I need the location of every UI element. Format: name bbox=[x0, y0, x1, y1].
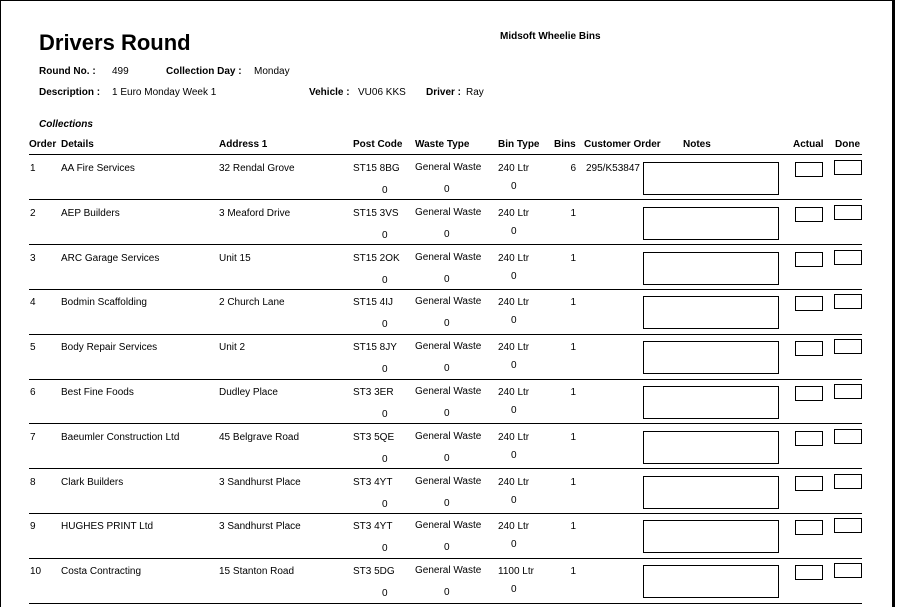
header-rule bbox=[29, 154, 862, 155]
done-box[interactable] bbox=[834, 294, 862, 309]
row-bin-type: 240 Ltr bbox=[498, 252, 530, 264]
row-postcode: ST3 3ER bbox=[353, 387, 394, 398]
row-order: 10 bbox=[30, 566, 42, 578]
row-bins: 1 bbox=[570, 566, 576, 578]
row-address: 15 Stanton Road bbox=[219, 566, 295, 578]
done-box[interactable] bbox=[834, 474, 862, 489]
row-bin-qty: 0 bbox=[511, 494, 517, 506]
actual-box[interactable] bbox=[795, 341, 823, 356]
description-label: Description : bbox=[39, 87, 101, 98]
done-box[interactable] bbox=[834, 563, 862, 578]
row-address: Dudley Place bbox=[219, 387, 278, 398]
row-details: ARC Garage Services bbox=[61, 252, 160, 264]
driver-label: Driver : bbox=[426, 87, 462, 98]
actual-box[interactable] bbox=[795, 565, 823, 580]
row-waste-type: General Waste bbox=[415, 251, 482, 263]
done-box[interactable] bbox=[834, 384, 862, 399]
row-divider bbox=[29, 513, 862, 514]
row-postcode: ST3 5QE bbox=[353, 431, 395, 443]
row-details: AA Fire Services bbox=[61, 163, 135, 174]
done-box[interactable] bbox=[834, 160, 862, 175]
collection-day-value: Monday bbox=[254, 66, 290, 77]
col-header-customer-order: Customer Order bbox=[584, 139, 661, 150]
row-bins: 1 bbox=[570, 342, 576, 354]
row-bin-qty: 0 bbox=[511, 315, 517, 327]
row-bin-qty: 0 bbox=[511, 181, 517, 192]
row-bins: 1 bbox=[570, 252, 576, 264]
col-header-notes: Notes bbox=[683, 139, 711, 150]
row-order: 5 bbox=[30, 342, 36, 354]
row-postcode-qty: 0 bbox=[382, 453, 388, 465]
row-bin-qty: 0 bbox=[511, 225, 517, 237]
actual-box[interactable] bbox=[795, 207, 823, 222]
row-order: 8 bbox=[30, 476, 36, 488]
actual-box[interactable] bbox=[795, 296, 823, 311]
row-divider bbox=[29, 379, 862, 380]
row-bin-type: 240 Ltr bbox=[498, 297, 530, 309]
row-bin-type: 240 Ltr bbox=[498, 476, 530, 488]
row-waste-type: General Waste bbox=[415, 386, 482, 397]
row-bins: 1 bbox=[570, 521, 576, 533]
notes-box[interactable] bbox=[643, 565, 779, 598]
row-details: Best Fine Foods bbox=[61, 387, 134, 398]
col-header-done: Done bbox=[835, 139, 860, 150]
notes-box[interactable] bbox=[643, 341, 779, 374]
row-divider bbox=[29, 423, 862, 424]
done-box[interactable] bbox=[834, 518, 862, 533]
row-postcode: ST3 4YT bbox=[353, 476, 393, 488]
row-waste-qty: 0 bbox=[444, 363, 450, 375]
done-box[interactable] bbox=[834, 339, 862, 354]
row-waste-qty: 0 bbox=[444, 587, 450, 599]
round-no-value: 499 bbox=[112, 66, 129, 77]
row-postcode-qty: 0 bbox=[382, 498, 388, 510]
row-postcode: ST15 3VS bbox=[353, 207, 399, 219]
vehicle-value: VU06 KKS bbox=[358, 87, 406, 98]
row-bin-qty: 0 bbox=[511, 270, 517, 282]
row-address: 3 Meaford Drive bbox=[219, 207, 291, 219]
company-name: Midsoft Wheelie Bins bbox=[500, 31, 601, 42]
actual-box[interactable] bbox=[795, 252, 823, 267]
row-divider bbox=[29, 289, 862, 290]
row-address: 32 Rendal Grove bbox=[219, 163, 295, 174]
collection-day-label: Collection Day : bbox=[166, 66, 242, 77]
row-address: 3 Sandhurst Place bbox=[219, 521, 301, 533]
col-header-postcode: Post Code bbox=[353, 139, 403, 150]
row-waste-type: General Waste bbox=[415, 296, 482, 308]
row-customer-order: 295/K53847 bbox=[586, 163, 640, 174]
row-postcode-qty: 0 bbox=[382, 274, 388, 286]
col-header-waste-type: Waste Type bbox=[415, 139, 470, 150]
notes-box[interactable] bbox=[643, 162, 779, 195]
row-details: Costa Contracting bbox=[61, 566, 142, 578]
row-waste-type: General Waste bbox=[415, 520, 482, 532]
actual-box[interactable] bbox=[795, 162, 823, 177]
done-box[interactable] bbox=[834, 205, 862, 220]
row-bins: 6 bbox=[570, 163, 576, 174]
row-address: 45 Belgrave Road bbox=[219, 431, 300, 443]
done-box[interactable] bbox=[834, 250, 862, 265]
row-waste-qty: 0 bbox=[444, 318, 450, 330]
vehicle-label: Vehicle : bbox=[309, 87, 350, 98]
row-divider bbox=[29, 558, 862, 559]
row-postcode: ST15 2OK bbox=[353, 252, 400, 264]
row-postcode-qty: 0 bbox=[382, 543, 388, 555]
row-waste-qty: 0 bbox=[444, 184, 450, 195]
row-postcode: ST15 8BG bbox=[353, 163, 400, 174]
row-order: 7 bbox=[30, 431, 36, 443]
row-postcode: ST15 8JY bbox=[353, 342, 397, 354]
row-bin-type: 1100 Ltr bbox=[498, 566, 534, 578]
row-postcode-qty: 0 bbox=[382, 588, 388, 600]
row-bins: 1 bbox=[570, 476, 576, 488]
row-bin-type: 240 Ltr bbox=[498, 521, 530, 533]
row-waste-qty: 0 bbox=[444, 273, 450, 285]
row-postcode-qty: 0 bbox=[382, 319, 388, 331]
row-order: 3 bbox=[30, 252, 36, 264]
row-waste-type: General Waste bbox=[415, 341, 482, 353]
row-order: 4 bbox=[30, 297, 36, 309]
col-header-details: Details bbox=[61, 139, 94, 150]
row-divider bbox=[29, 199, 862, 200]
row-details: Baeumler Construction Ltd bbox=[61, 431, 180, 443]
row-details: Clark Builders bbox=[61, 476, 124, 488]
col-header-address: Address 1 bbox=[219, 139, 268, 150]
row-details: AEP Builders bbox=[61, 207, 120, 219]
col-header-actual: Actual bbox=[793, 139, 824, 150]
row-details: HUGHES PRINT Ltd bbox=[61, 521, 154, 533]
description-value: 1 Euro Monday Week 1 bbox=[112, 87, 217, 98]
row-waste-qty: 0 bbox=[444, 408, 450, 419]
row-bins: 1 bbox=[570, 207, 576, 219]
notes-box[interactable] bbox=[643, 476, 779, 509]
row-postcode-qty: 0 bbox=[382, 229, 388, 241]
row-bins: 1 bbox=[570, 297, 576, 309]
row-bin-qty: 0 bbox=[511, 539, 517, 551]
row-postcode-qty: 0 bbox=[382, 364, 388, 376]
row-waste-qty: 0 bbox=[444, 497, 450, 509]
row-postcode-qty: 0 bbox=[382, 185, 388, 196]
row-waste-type: General Waste bbox=[415, 162, 482, 173]
row-bin-type: 240 Ltr bbox=[498, 207, 530, 219]
row-details: Bodmin Scaffolding bbox=[61, 297, 147, 309]
row-bin-type: 240 Ltr bbox=[498, 431, 530, 443]
col-header-bins: Bins bbox=[554, 139, 576, 150]
row-postcode: ST3 5DG bbox=[353, 566, 395, 578]
row-postcode-qty: 0 bbox=[382, 409, 388, 420]
row-waste-type: General Waste bbox=[415, 475, 482, 487]
row-address: 3 Sandhurst Place bbox=[219, 476, 301, 488]
row-order: 9 bbox=[30, 521, 36, 533]
done-box[interactable] bbox=[834, 429, 862, 444]
row-waste-qty: 0 bbox=[444, 228, 450, 240]
driver-value: Ray bbox=[466, 87, 484, 98]
section-title: Collections bbox=[39, 119, 93, 130]
row-waste-type: General Waste bbox=[415, 430, 482, 442]
row-waste-qty: 0 bbox=[444, 452, 450, 464]
row-order: 2 bbox=[30, 207, 36, 219]
row-bins: 1 bbox=[570, 431, 576, 443]
row-address: 2 Church Lane bbox=[219, 297, 285, 309]
actual-box[interactable] bbox=[795, 476, 823, 491]
row-address: Unit 2 bbox=[219, 342, 246, 354]
row-bin-qty: 0 bbox=[511, 360, 517, 372]
notes-box[interactable] bbox=[643, 431, 779, 464]
actual-box[interactable] bbox=[795, 431, 823, 446]
actual-box[interactable] bbox=[795, 386, 823, 401]
notes-box[interactable] bbox=[643, 296, 779, 329]
row-divider bbox=[29, 603, 862, 604]
row-divider bbox=[29, 244, 862, 245]
round-no-label: Round No. : bbox=[39, 66, 96, 77]
col-header-order: Order bbox=[29, 139, 57, 150]
actual-box[interactable] bbox=[795, 520, 823, 535]
row-bin-qty: 0 bbox=[511, 449, 517, 461]
row-bin-type: 240 Ltr bbox=[498, 163, 530, 174]
row-details: Body Repair Services bbox=[61, 342, 158, 354]
row-divider bbox=[29, 334, 862, 335]
row-order: 1 bbox=[30, 163, 36, 174]
row-postcode: ST15 4IJ bbox=[353, 297, 394, 309]
notes-box[interactable] bbox=[643, 252, 779, 285]
notes-box[interactable] bbox=[643, 207, 779, 240]
notes-box[interactable] bbox=[643, 520, 779, 553]
row-bin-type: 240 Ltr bbox=[498, 387, 530, 398]
row-bin-qty: 0 bbox=[511, 405, 517, 416]
row-order: 6 bbox=[30, 387, 36, 398]
notes-box[interactable] bbox=[643, 386, 779, 419]
row-bin-qty: 0 bbox=[511, 584, 517, 596]
row-waste-qty: 0 bbox=[444, 542, 450, 554]
row-bins: 1 bbox=[570, 387, 576, 398]
row-waste-type: General Waste bbox=[415, 565, 482, 577]
row-waste-type: General Waste bbox=[415, 206, 482, 218]
row-bin-type: 240 Ltr bbox=[498, 342, 530, 354]
report-title: Drivers Round bbox=[39, 30, 191, 55]
row-divider bbox=[29, 468, 862, 469]
row-address: Unit 15 bbox=[219, 252, 251, 264]
row-postcode: ST3 4YT bbox=[353, 521, 393, 533]
col-header-bin-type: Bin Type bbox=[498, 139, 540, 150]
